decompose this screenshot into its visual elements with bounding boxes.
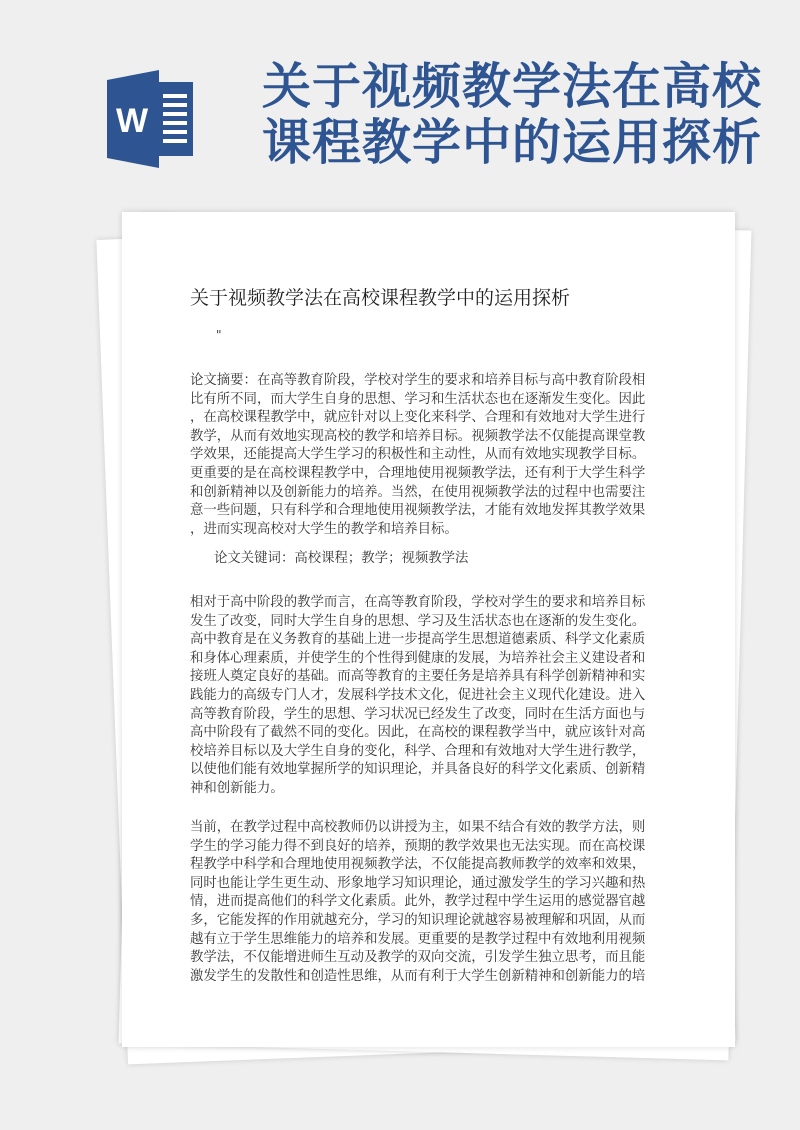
banner-title	[262, 57, 763, 171]
text-line: 和创新精神以及创新能力的培养。当然，在使用视频教学法的过程中也需要注	[190, 484, 646, 500]
text-line: 越有立于学生思维能力的培养和发展。更重要的是教学过程中有效地利用视频	[190, 931, 646, 947]
text-line: 更重要的是在高校课程教学中，合理地使用视频教学法，还有利于大学生科学	[190, 465, 646, 481]
text-line: 高中阶段有了截然不同的变化。因此，在高校的课程教学当中，就应该针对高	[190, 725, 646, 741]
text-line: 相对于高中阶段的教学而言，在高等教育阶段，学校对学生的要求和培养目标	[190, 595, 646, 610]
text-line: 情，进而提高他们的科学文化素质。此外，教学过程中学生运用的感觉器官越	[190, 894, 646, 910]
text-line: 践能力的高级专门人才，发展科学技术文化，促进社会主义现代化建设。进入	[190, 687, 646, 703]
keywords: 论文关键词：高校课程；教学；视频教学法	[214, 551, 469, 566]
text-line: 同时也能让学生更生动、形象地学习知识理论，通过激发学生的学习兴趣和热	[190, 875, 646, 891]
text-line: 以使他们能有效地掌握所学的知识理论，并具备良好的科学文化素质、创新精	[190, 762, 646, 778]
text-line: 发生了改变，同时大学生自身的思想、学习及生活状态也在逐渐的发生变化。	[190, 613, 646, 629]
svg-text:W: W	[115, 102, 149, 140]
text-line: 当前，在教学过程中高校教师仍以讲授为主，如果不结合有效的教学方法，则	[190, 820, 646, 835]
text-line: 校培养目标以及大学生自身的变化，科学、合理和有效地对大学生进行教学，	[190, 743, 646, 759]
text-line: 教学法，不仅能增进师生互动及教学的双向交流，引发学生独立思考，而且能	[190, 950, 646, 966]
text-line: 和身体心理素质，并使学生的个性得到健康的发展，为培养社会主义建设者和	[190, 650, 646, 666]
text-line: 程教学中科学和合理地使用视频教学法，不仅能提高教师教学的效率和效果，	[190, 857, 646, 873]
text-line: ，在高校课程教学中，就应针对以上变化来科学、合理和有效地对大学生进行	[190, 410, 646, 426]
text-line: 教学，从而有效地实现高校的教学和培养目标。视频教学法不仅能提高课堂教	[190, 428, 646, 444]
text-line: 激发学生的发散性和创造性思维，从而有利于大学生创新精神和创新能力的培	[190, 968, 646, 984]
text-line: ，进而实现高校对大学生的教学和培养目标。	[190, 521, 458, 537]
document-title: 关于视频教学法在高校课程教学中的运用探析	[190, 287, 571, 309]
text-line: 高中教育是在义务教育的基础上进一步提高学生思想道德素质、科学文化素质	[190, 632, 646, 648]
body-paragraph-2	[190, 819, 660, 986]
quote-mark: "	[216, 328, 222, 342]
text-line: 学效果，还能提高大学生学习的积极性和主动性，从而有效地实现教学目标。	[190, 447, 646, 463]
body-paragraph-1	[190, 594, 660, 799]
text-line: 神和创新能力。	[190, 780, 284, 796]
banner-title-line: 关于视频教学法在高校	[262, 57, 763, 115]
banner-title-line: 课程教学中的运用探析	[262, 113, 763, 171]
word-icon	[105, 70, 195, 168]
text-line: 学生的学习能力得不到良好的培养，预期的教学效果也无法实现。而在高校课	[190, 838, 646, 854]
text-line: 比有所不同，而大学生自身的思想、学习和生活状态也在逐渐发生变化。因此	[190, 391, 646, 407]
text-line: 接班人奠定良好的基础。而高等教育的主要任务是培养具有科学创新精神和实	[190, 669, 646, 685]
text-line: 高等教育阶段，学生的思想、学习状况已经发生了改变，同时在生活方面也与	[190, 706, 646, 722]
text-line: 论文摘要：在高等教育阶段，学校对学生的要求和培养目标与高中教育阶段相	[190, 373, 646, 388]
abstract-paragraph	[190, 372, 660, 539]
text-line: 意一些问题，只有科学和合理地使用视频教学法，才能有效地发挥其教学效果	[190, 503, 646, 519]
text-line: 多，它能发挥的作用就越充分，学习的知识理论就越容易被理解和巩固，从而	[190, 912, 646, 928]
